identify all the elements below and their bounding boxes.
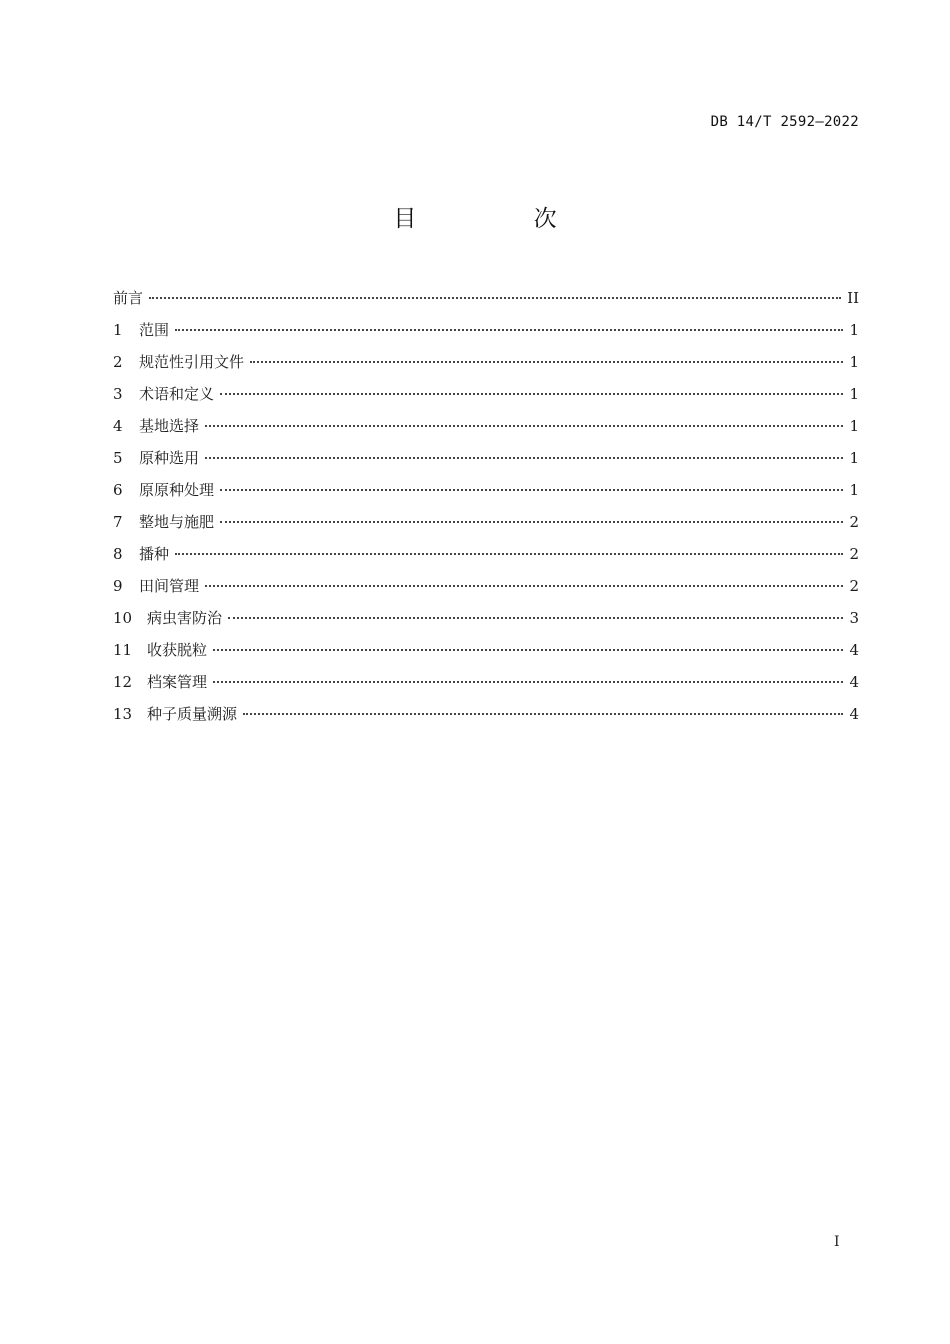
toc-entry-base-selection[interactable] bbox=[113, 415, 859, 447]
toc-entry-page: 2 bbox=[849, 513, 859, 531]
page-title: 目 次 bbox=[393, 206, 612, 232]
toc-entry-seed-selection[interactable] bbox=[113, 447, 859, 479]
toc-entry-page: 1 bbox=[849, 417, 859, 435]
toc-entry-page: 1 bbox=[849, 481, 859, 499]
toc-entry-preface[interactable] bbox=[113, 287, 859, 319]
dot-leader bbox=[228, 617, 843, 619]
toc-entry-number: 13 bbox=[113, 705, 133, 723]
page-number: I bbox=[834, 1234, 840, 1250]
toc-entry-number: 5 bbox=[113, 449, 123, 467]
toc-entry-label: 原种选用 bbox=[139, 449, 200, 467]
toc-entry-page: 4 bbox=[849, 705, 859, 723]
toc-entry-page: 2 bbox=[849, 545, 859, 563]
toc-entry-number: 10 bbox=[113, 609, 133, 627]
toc-entry-label: 原原种处理 bbox=[139, 481, 215, 499]
toc-entry-page: 2 bbox=[849, 577, 859, 595]
toc-entry-number: 8 bbox=[113, 545, 123, 563]
toc-entry-page: 3 bbox=[849, 609, 859, 627]
toc-entry-number: 11 bbox=[113, 641, 133, 659]
toc-entry-number: 7 bbox=[113, 513, 123, 531]
toc-entry-number: 1 bbox=[113, 321, 123, 339]
toc-entry-page: 4 bbox=[849, 673, 859, 691]
dot-leader bbox=[175, 329, 843, 331]
toc-entry-scope[interactable] bbox=[113, 319, 859, 351]
dot-leader bbox=[220, 489, 843, 491]
toc-entry-page: 1 bbox=[849, 449, 859, 467]
toc-entry-label: 种子质量溯源 bbox=[147, 705, 238, 723]
toc-entry-label: 规范性引用文件 bbox=[139, 353, 245, 371]
dot-leader bbox=[205, 425, 843, 427]
dot-leader bbox=[220, 393, 843, 395]
toc-entry-pest-control[interactable] bbox=[113, 607, 859, 639]
dot-leader bbox=[175, 553, 843, 555]
toc-entry-page: 4 bbox=[849, 641, 859, 659]
toc-entry-field-management[interactable] bbox=[113, 575, 859, 607]
toc-entry-breeder-seed-treatment[interactable] bbox=[113, 479, 859, 511]
toc-entry-normative-references[interactable] bbox=[113, 351, 859, 383]
toc-entry-page: 1 bbox=[849, 321, 859, 339]
toc-entry-label: 档案管理 bbox=[147, 673, 208, 691]
toc-entry-label: 基地选择 bbox=[139, 417, 200, 435]
toc-entry-seed-quality-traceability[interactable] bbox=[113, 703, 859, 735]
toc-entry-records-management[interactable] bbox=[113, 671, 859, 703]
dot-leader bbox=[250, 361, 843, 363]
toc-entry-label: 整地与施肥 bbox=[139, 513, 215, 531]
dot-leader bbox=[220, 521, 843, 523]
table-of-contents bbox=[113, 287, 859, 735]
toc-entry-page: II bbox=[847, 289, 859, 307]
toc-entry-land-prep-fertilization[interactable] bbox=[113, 511, 859, 543]
dot-leader bbox=[213, 681, 843, 683]
toc-entry-sowing[interactable] bbox=[113, 543, 859, 575]
toc-entry-label: 病虫害防治 bbox=[147, 609, 223, 627]
toc-entry-label: 前言 bbox=[113, 289, 144, 307]
dot-leader bbox=[149, 297, 841, 299]
toc-entry-number: 9 bbox=[113, 577, 123, 595]
toc-entry-number: 6 bbox=[113, 481, 123, 499]
toc-entry-harvest-threshing[interactable] bbox=[113, 639, 859, 671]
dot-leader bbox=[243, 713, 843, 715]
toc-entry-number: 2 bbox=[113, 353, 123, 371]
dot-leader bbox=[213, 649, 843, 651]
toc-entry-terms-definitions[interactable] bbox=[113, 383, 859, 415]
toc-entry-number: 12 bbox=[113, 673, 133, 691]
toc-entry-label: 田间管理 bbox=[139, 577, 200, 595]
toc-entry-number: 4 bbox=[113, 417, 123, 435]
toc-entry-page: 1 bbox=[849, 353, 859, 371]
toc-entry-label: 术语和定义 bbox=[139, 385, 215, 403]
dot-leader bbox=[205, 585, 843, 587]
toc-entry-label: 播种 bbox=[139, 545, 170, 563]
toc-entry-label: 收获脱粒 bbox=[147, 641, 208, 659]
toc-entry-page: 1 bbox=[849, 385, 859, 403]
toc-entry-number: 3 bbox=[113, 385, 123, 403]
toc-entry-label: 范围 bbox=[139, 321, 170, 339]
dot-leader bbox=[205, 457, 843, 459]
document-code: DB 14/T 2592—2022 bbox=[710, 114, 859, 130]
